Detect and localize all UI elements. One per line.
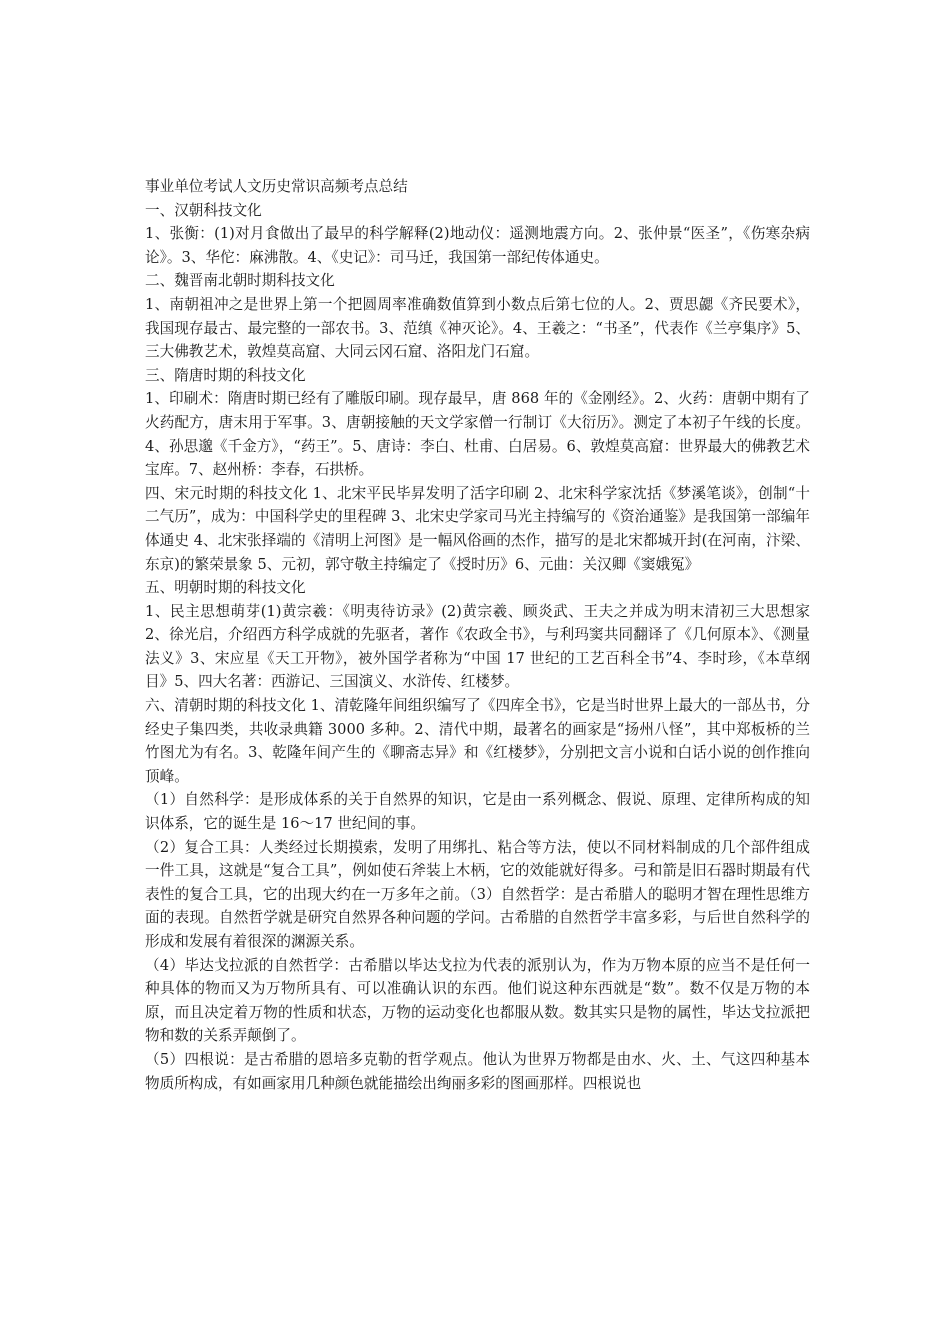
document-body: [145, 175, 810, 1095]
paragraph-han: 1、张衡：(1)对月食做出了最早的科学解释(2)地动仪：遥测地震方向。2、张仲景“医圣”，《伤寒杂病论》。3、华佗：麻沸散。4、《史记》：司马迁，我国第一部纪传体通史。: [145, 225, 810, 266]
paragraph-songyuan: 四、宋元时期的科技文化 1、北宋平民毕昇发明了活字印刷 2、北宋科学家沈括《梦溪笔谈》，创制“十二气历”，成为：中国科学史的里程碑 3、北宋史学家司马光主持编写的《资治通鉴》是我国第一部编年体通史 4、北宋张择端的《清明上河图》是一幅风俗画的杰作，描写的是北宋都城开封(在河南，汴梁、东京)的繁荣景象 5、元初，郭守敬主持编定了《授时历》6、元曲：关汉卿《窦娥冤》: [145, 484, 810, 573]
section-heading-suitang: 三、隋唐时期的科技文化: [145, 366, 306, 384]
paragraph-pythagoreans: （4）毕达戈拉派的自然哲学：古希腊以毕达戈拉为代表的派别认为，作为万物本原的应当不是任何一种具体的物而又为万物所具有、可以准确认识的东西。他们说这种东西就是“数”。数不仅是万物的本原，而且决定着万物的性质和状态，万物的运动变化也都服从数。数其实只是物的属性，毕达戈拉派把物和数的关系弄颠倒了。: [145, 956, 810, 1045]
section-heading-weijin: 二、魏晋南北朝时期科技文化: [145, 272, 335, 290]
paragraph-weijin: 1、南朝祖冲之是世界上第一个把圆周率准确数值算到小数点后第七位的人。2、贾思勰《齐民要术》，我国现存最古、最完整的一部农书。3、范缜《神灭论》。4、王羲之：“书圣”，代表作《兰亭集序》5、三大佛教艺术，敦煌莫高窟、大同云冈石窟、洛阳龙门石窟。: [145, 295, 810, 361]
paragraph-suitang: 1、印刷术：隋唐时期已经有了雕版印刷。现存最早，唐 868 年的《金刚经》。2、火药：唐朝中期有了火药配方，唐末用于军事。3、唐朝接触的天文学家僧一行制订《大衍历》。测定了本初子午线的长度。4、孙思邈《千金方》，“药王”。5、唐诗：李白、杜甫、白居易。6、敦煌莫高窟：世界最大的佛教艺术宝库。7、赵州桥：李春，石拱桥。: [145, 390, 810, 479]
paragraph-four-roots: （5）四根说：是古希腊的恩培多克勒的哲学观点。他认为世界万物都是由水、火、土、气这四种基本物质所构成，有如画家用几种颜色就能描绘出绚丽多彩的图画那样。四根说也: [145, 1050, 810, 1092]
paragraph-ming: 1、民主思想萌芽(1)黄宗羲：《明夷待访录》(2)黄宗羲、顾炎武、王夫之并成为明末清初三大思想家 2、徐光启，介绍西方科学成就的先驱者，著作《农政全书》，与利玛窦共同翻译了《几何原本》、《测量法义》3、宋应星《天工开物》，被外国学者称为“中国 17 世纪的工艺百科全书”4、李时珍，《本草纲目》5、四大名著：西游记、三国演义、水浒传、红楼梦。: [145, 602, 810, 691]
paragraph-compound-tools: （2）复合工具：人类经过长期摸索，发明了用绑扎、粘合等方法，使以不同材料制成的几个部件组成一件工具，这就是“复合工具”，例如使石斧装上木柄，它的效能就好得多。弓和箭是旧石器时期最有代表性的复合工具，它的出现大约在一万多年之前。（3）自然哲学：是古希腊人的聪明才智在理性思维方面的表现。自然哲学就是研究自然界各种问题的学问。古希腊的自然哲学丰富多彩，与后世自然科学的形成和发展有着很深的渊源关系。: [145, 838, 810, 950]
section-heading-han: 一、汉朝科技文化: [145, 201, 262, 219]
paragraph-natural-science: （1）自然科学：是形成体系的关于自然界的知识，它是由一系列概念、假说、原理、定律所构成的知识体系，它的诞生是 16～17 世纪间的事。: [145, 791, 810, 833]
section-heading-ming: 五、明朝时期的科技文化: [145, 579, 306, 597]
document-title: 事业单位考试人文历史常识高频考点总结: [145, 178, 408, 195]
paragraph-qing: 六、清朝时期的科技文化 1、清乾隆年间组织编写了《四库全书》，它是当时世界上最大的一部丛书，分经史子集四类，共收录典籍 3000 多种。2、清代中期，最著名的画家是“扬州八怪”，其中郑板桥的兰竹图尤为有名。3、乾隆年间产生的《聊斋志异》和《红楼梦》，分别把文言小说和白话小说的创作推向顶峰。: [145, 697, 810, 785]
